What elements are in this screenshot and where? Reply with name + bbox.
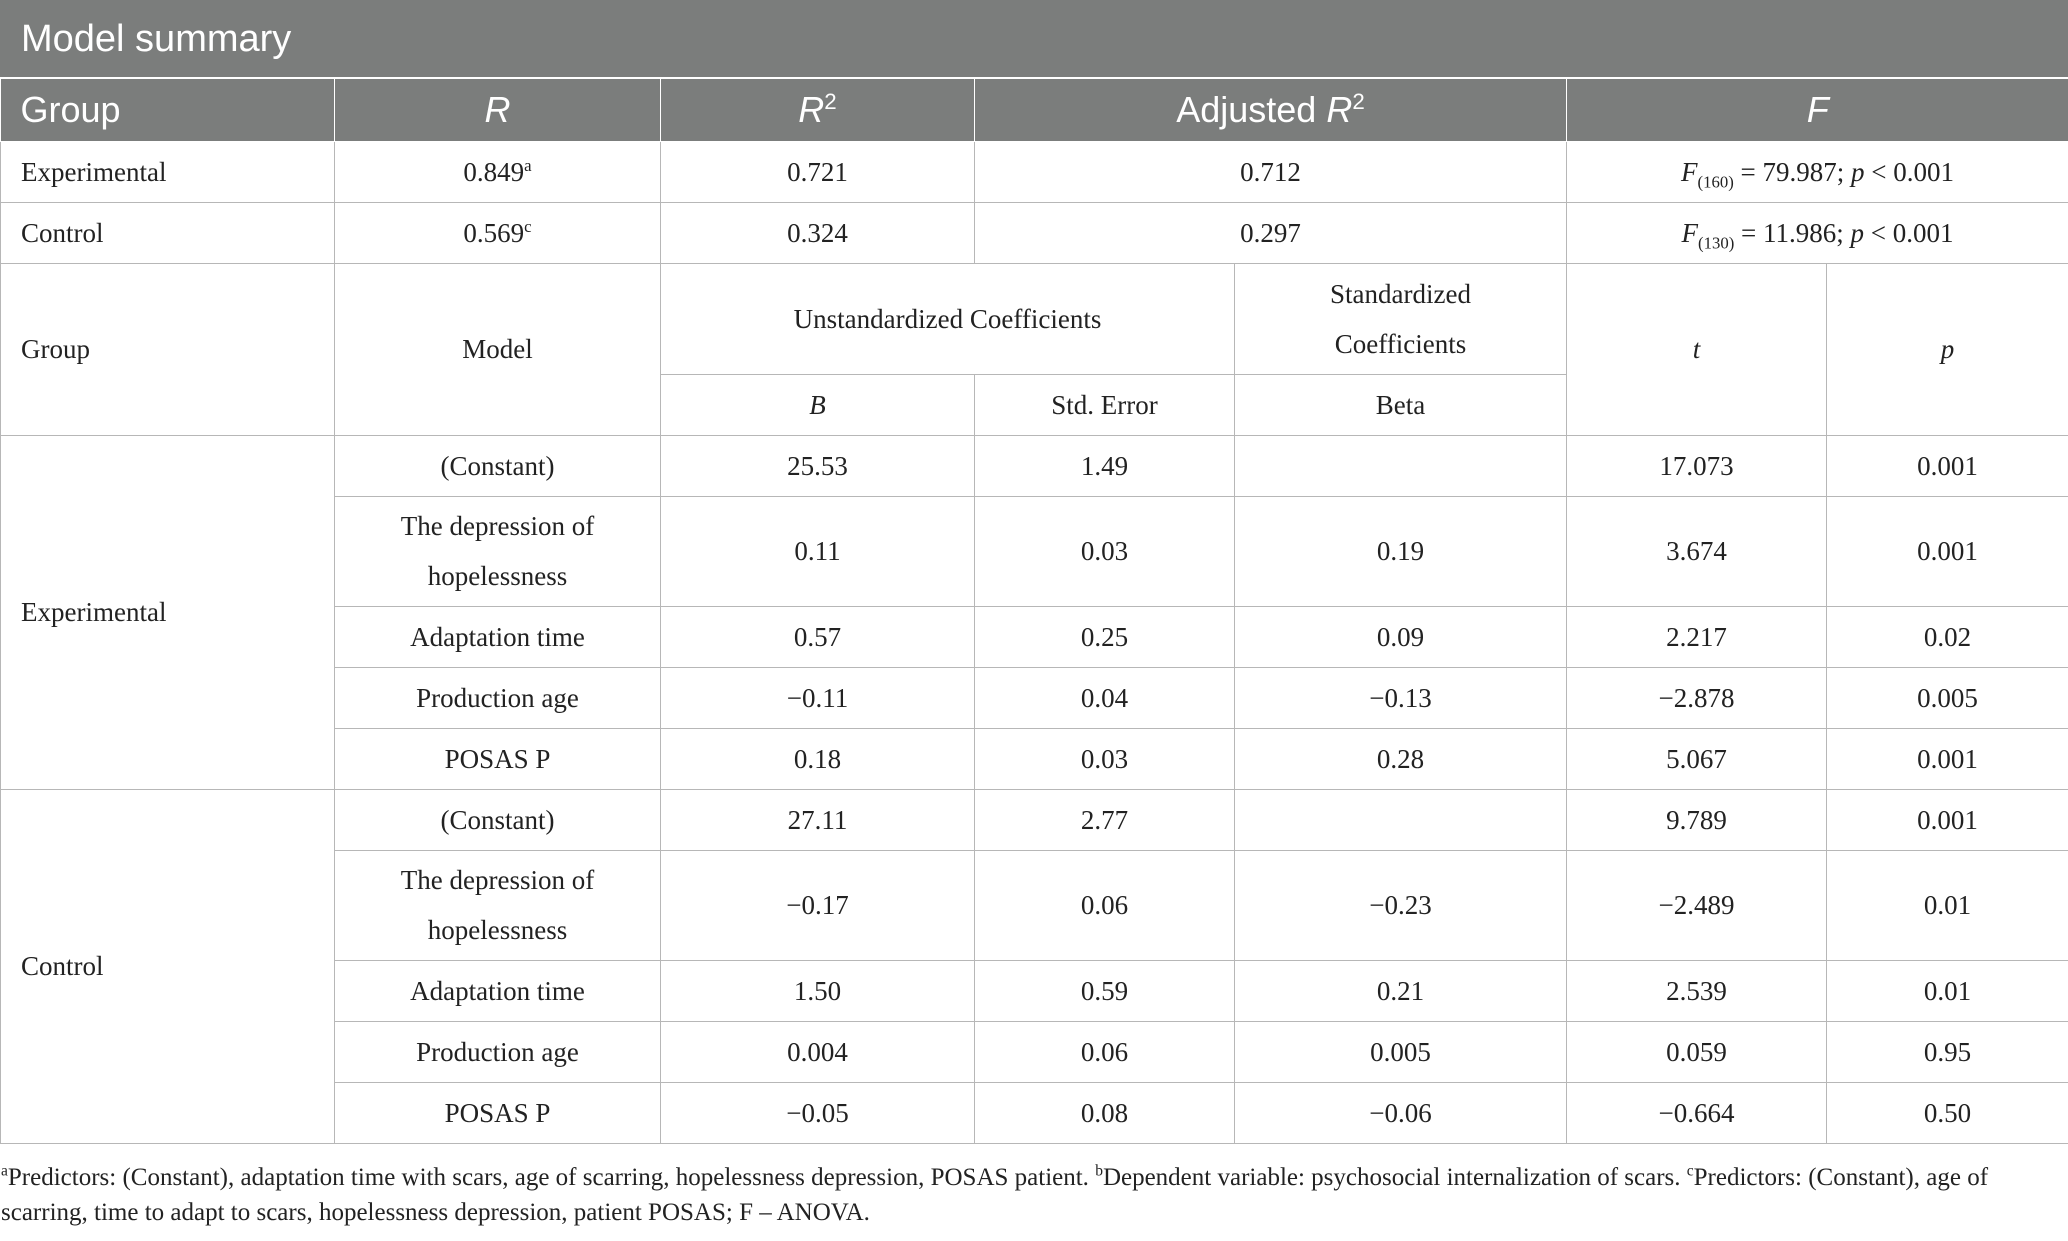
model-cell: The depression of hopelessness: [335, 850, 661, 960]
t-cell: −2.489: [1567, 850, 1827, 960]
b-cell: 0.18: [661, 728, 975, 789]
model-cell: Adaptation time: [335, 606, 661, 667]
summary-adjusted-r2-cell: 0.712: [975, 141, 1567, 202]
beta-cell: −0.13: [1235, 667, 1567, 728]
footnote-b-marker: b: [1095, 1162, 1103, 1180]
model-cell: (Constant): [335, 789, 661, 850]
summary-f-cell: $F_{(130)} = 11.986$; p < 0.001: [1567, 202, 2068, 263]
t-cell: 9.789: [1567, 789, 1827, 850]
b-cell: 0.57: [661, 606, 975, 667]
coef-header-row-1: [1, 263, 2068, 374]
summary-adjusted-r2-cell: 0.297: [975, 202, 1567, 263]
b-cell: 0.11: [661, 496, 975, 606]
t-cell: 2.217: [1567, 606, 1827, 667]
p-cell: 0.95: [1827, 1021, 2068, 1082]
p-cell: 0.001: [1827, 728, 2068, 789]
summary-header-r2: $R^2$: [661, 79, 975, 141]
coef-header-t: t: [1567, 263, 1827, 435]
summary-header-row: [1, 79, 2068, 141]
summary-row-control: [1, 202, 2068, 263]
summary-f-cell: $F_{(160)} = 79.987$; p < 0.001: [1567, 141, 2068, 202]
table-title: Model summary: [0, 0, 2068, 79]
model-cell: Adaptation time: [335, 960, 661, 1021]
b-cell: 1.50: [661, 960, 975, 1021]
model-cell: (Constant): [335, 435, 661, 496]
beta-cell: 0.19: [1235, 496, 1567, 606]
group-label-control: Control: [1, 789, 335, 1143]
std-error-cell: 0.59: [975, 960, 1235, 1021]
beta-cell: 0.28: [1235, 728, 1567, 789]
p-cell: 0.01: [1827, 960, 2068, 1021]
std-error-cell: 0.03: [975, 728, 1235, 789]
b-cell: 0.004: [661, 1021, 975, 1082]
model-cell: Production age: [335, 1021, 661, 1082]
summary-header-adjusted-r2: Adjusted $R^2$: [975, 79, 1567, 141]
std-error-cell: 1.49: [975, 435, 1235, 496]
model-cell: POSAS P: [335, 728, 661, 789]
coef-header-standardized: Standardized Coefficients: [1235, 263, 1567, 374]
coef-header-b: B: [661, 374, 975, 435]
table-footnote: [1, 1160, 2063, 1230]
std-error-cell: 0.06: [975, 850, 1235, 960]
b-cell: 25.53: [661, 435, 975, 496]
footnote-b-text: Dependent variable: psychosocial internalization of scars.: [1102, 1164, 1687, 1191]
std-error-cell: 2.77: [975, 789, 1235, 850]
t-cell: −0.664: [1567, 1082, 1827, 1143]
coef-header-std-error: Std. Error: [975, 374, 1235, 435]
summary-r2-cell: 0.721: [661, 141, 975, 202]
summary-group-cell: Experimental: [1, 141, 335, 202]
p-cell: 0.001: [1827, 789, 2068, 850]
p-cell: 0.001: [1827, 435, 2068, 496]
footnote-c-marker: c: [1686, 1162, 1694, 1180]
table-row: [1, 435, 2068, 496]
t-cell: 3.674: [1567, 496, 1827, 606]
summary-group-cell: Control: [1, 202, 335, 263]
summary-r-cell: 0.849$^a$: [335, 141, 661, 202]
summary-r2-cell: 0.324: [661, 202, 975, 263]
beta-cell: −0.06: [1235, 1082, 1567, 1143]
model-cell: The depression of hopelessness: [335, 496, 661, 606]
summary-header-group: Group: [1, 79, 335, 141]
t-cell: 17.073: [1567, 435, 1827, 496]
std-error-cell: 0.08: [975, 1082, 1235, 1143]
beta-cell: −0.23: [1235, 850, 1567, 960]
beta-cell: 0.005: [1235, 1021, 1567, 1082]
beta-cell: [1235, 789, 1567, 850]
coef-header-p: p: [1827, 263, 2068, 435]
b-cell: −0.17: [661, 850, 975, 960]
t-cell: 0.059: [1567, 1021, 1827, 1082]
std-error-cell: 0.04: [975, 667, 1235, 728]
b-cell: 27.11: [661, 789, 975, 850]
summary-header-f: F: [1567, 79, 2068, 141]
beta-cell: [1235, 435, 1567, 496]
footnote-a-marker: a: [1, 1162, 8, 1180]
beta-cell: 0.09: [1235, 606, 1567, 667]
coef-header-group: Group: [1, 263, 335, 435]
t-cell: 2.539: [1567, 960, 1827, 1021]
summary-row-experimental: [1, 141, 2068, 202]
p-cell: 0.01: [1827, 850, 2068, 960]
std-error-cell: 0.06: [975, 1021, 1235, 1082]
footnote-c-text: Predictors: (Constant), age of scarring, time to adapt to scars, hopelessness depression, patient POSAS; F – ANOVA.: [1, 1164, 1989, 1226]
b-cell: −0.05: [661, 1082, 975, 1143]
group-label-experimental: Experimental: [1, 435, 335, 789]
coef-header-model: Model: [335, 263, 661, 435]
std-error-cell: 0.25: [975, 606, 1235, 667]
table-row: [1, 789, 2068, 850]
model-cell: Production age: [335, 667, 661, 728]
coef-header-unstandardized: Unstandardized Coefficients: [661, 263, 1235, 374]
model-cell: POSAS P: [335, 1082, 661, 1143]
regression-table: [0, 79, 2068, 1144]
b-cell: −0.11: [661, 667, 975, 728]
p-cell: 0.005: [1827, 667, 2068, 728]
coef-header-beta: Beta: [1235, 374, 1567, 435]
p-cell: 0.02: [1827, 606, 2068, 667]
t-cell: −2.878: [1567, 667, 1827, 728]
summary-header-r: R: [335, 79, 661, 141]
beta-cell: 0.21: [1235, 960, 1567, 1021]
footnote-a-text: Predictors: (Constant), adaptation time with scars, age of scarring, hopelessness depression, POSAS patient.: [7, 1164, 1096, 1191]
p-cell: 0.001: [1827, 496, 2068, 606]
t-cell: 5.067: [1567, 728, 1827, 789]
summary-r-cell: 0.569$^c$: [335, 202, 661, 263]
p-cell: 0.50: [1827, 1082, 2068, 1143]
std-error-cell: 0.03: [975, 496, 1235, 606]
